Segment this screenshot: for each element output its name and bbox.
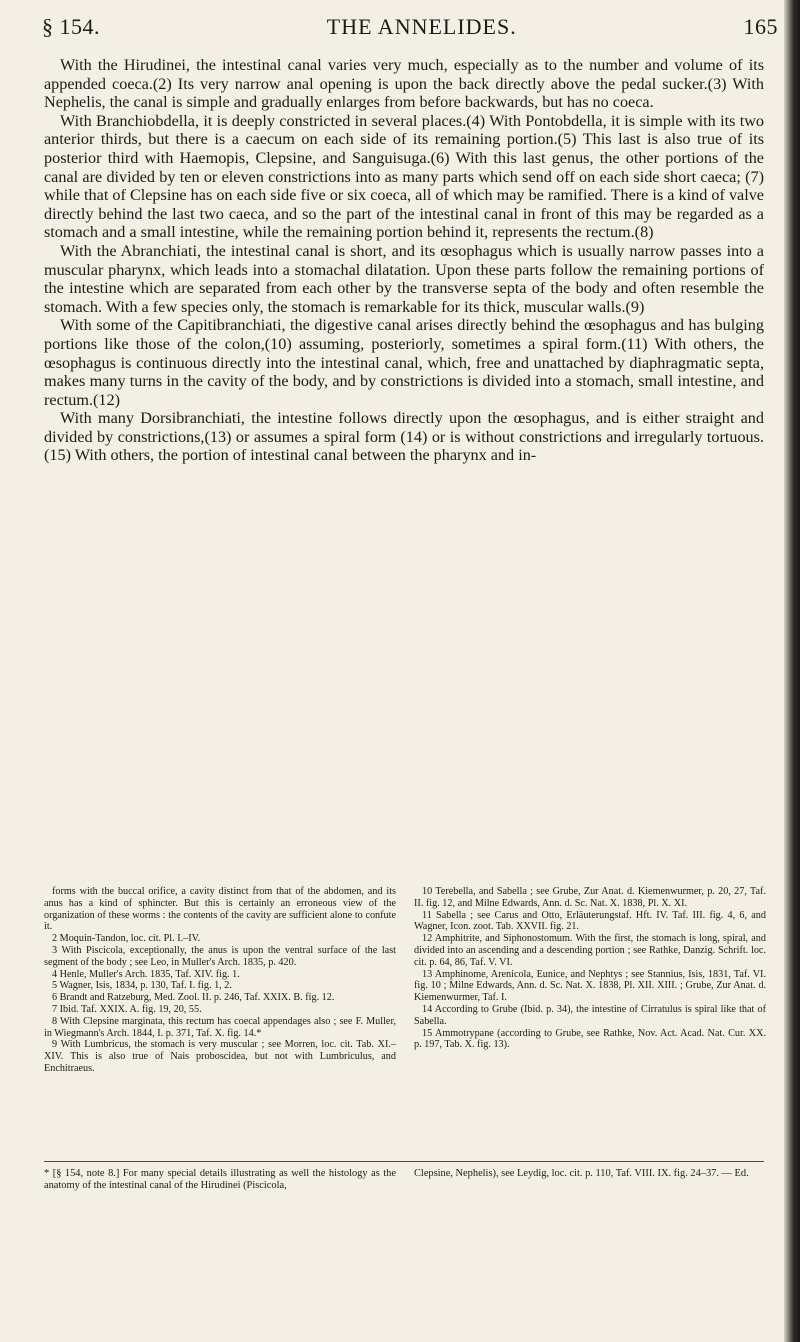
footnote: 12 Amphitrite, and Siphonostomum. With the first, the stomach is long, spiral, and divided into an ascending and a descending portion ; see Rathke, Danzig. Schrift. loc. cit. p. 64, 86, Taf. V. VI.: [414, 933, 766, 968]
editor-note-left: * [§ 154, note 8.] For many special details illustrating as well the histology as the anatomy of the intestinal canal of the Hirudinei (Piscicola,: [44, 1168, 396, 1191]
footnotes-right-column: [414, 886, 766, 1075]
footnote: 3 With Piscicola, exceptionally, the anus is upon the ventral surface of the last segment of the body ; see Leo, in Muller's Arch. 1835, p. 420.: [44, 944, 396, 968]
footnote: 9 With Lumbricus, the stomach is very muscular ; see Morren, loc. cit. Tab. XI.–XIV. This is also true of Nais proboscidea, but not with Lumbriculus, and Enchitraeus.: [44, 1039, 396, 1074]
section-number: § 154.: [42, 14, 100, 39]
running-header: [42, 14, 778, 44]
footnote: 6 Brandt and Ratzeburg, Med. Zool. II. p. 246, Taf. XXIX. B. fig. 12.: [52, 992, 335, 1004]
footnote: 2 Moquin-Tandon, loc. cit. Pl. I.–IV.: [52, 933, 201, 945]
paragraph: With many Dorsibranchiati, the intestine follows directly upon the œsophagus, and is either straight and divided by constrictions,(13) or assumes a spiral form (14) or is without constrictions and irregularly tortuous.(15) With others, the portion of intestinal canal between the pharynx and in-: [44, 409, 764, 465]
footnote: 7 Ibid. Taf. XXIX. A. fig. 19, 20, 55.: [52, 1003, 202, 1015]
paragraph: With the Abranchiati, the intestinal canal is short, and its œsophagus which is usually narrow passes into a muscular pharynx, which leads into a stomachal dilatation. Upon these parts follow the remaining portions of the intestine which are separated from each other by the transverse septa of the body and often resemble the stomach. With a few species only, the stomach is remarkable for its thick, muscular walls.(9): [44, 241, 764, 316]
page-number: 165: [743, 14, 778, 39]
footnote: 8 With Clepsine marginata, this rectum has coecal appendages also ; see F. Muller, in Wiegmann's Arch. 1844, I. p. 371, Taf. X. fig. 14.*: [44, 1015, 396, 1039]
paragraph: With the Hirudinei, the intestinal canal varies very much, especially as to the number and volume of its appended coeca.(2) Its very narrow anal opening is upon the back directly above the pedal sucker.(3) With Nephelis, the canal is simple and gradually enlarges from before backwards, but has no coeca.: [44, 56, 764, 112]
footnote: 4 Henle, Muller's Arch. 1835, Taf. XIV. fig. 1.: [52, 968, 240, 980]
footnote: 11 Sabella ; see Carus and Otto, Erläuterungstaf. Hft. IV. Taf. III. fig. 4, 6, and Wagner, Icon. zoot. Tab. XXVII. fig. 21.: [414, 909, 766, 933]
main-text: [44, 56, 764, 465]
footnotes-left-column: [44, 886, 396, 1075]
editor-note-right: Clepsine, Nephelis), see Leydig, loc. cit. p. 110, Taf. VIII. IX. fig. 24–37. — Ed.: [414, 1168, 749, 1179]
editor-note-divider: [44, 1161, 764, 1162]
footnote: forms with the buccal orifice, a cavity distinct from that of the abdomen, and its anus has a kind of sphincter. But this is certainly an erroneous view of the organization of these worms : the contents of the cavity are sufficient alone to confute it.: [44, 886, 396, 933]
footnote: 13 Amphinome, Arenicola, Eunice, and Nephtys ; see Stannius, Isis, 1831, Taf. VI. fig. 10 ; Milne Edwards, Ann. d. Sc. Nat. X. 1838, Pl. XII. XIII. ; Grube, Zur Anat. d. Kiemenwurmer, Taf. I.: [414, 968, 766, 1004]
paragraph: With Branchiobdella, it is deeply constricted in several places.(4) With Pontobdella, it is simple with its two anterior thirds, but there is a caecum on each side of its remaining portion.(5) This last is also true of its posterior third with Haemopis, Clepsine, and Sanguisuga.(6) With this last genus, the other portions of the canal are divided by ten or eleven constrictions into as many parts which send off on each side short caeca; (7) while that of Clepsine has on each side five or six coeca, all of which may be ramified. There is a kind of valve directly behind the last two caeca, and so the part of the intestinal canal in front of this may be regarded as a stomach and a small intestine, while the remaining portion behind it, represents the rectum.(8): [44, 111, 764, 242]
editor-notes: [44, 1168, 766, 1192]
footnotes: [44, 886, 766, 1075]
footnote: 10 Terebella, and Sabella ; see Grube, Zur Anat. d. Kiemenwurmer, p. 20, 27, Taf. II. fig. 12, and Milne Edwards, Ann. d. Sc. Nat. X. 1838, Pl. X. XI.: [414, 886, 766, 909]
footnote: 15 Ammotrypane (according to Grube, see Rathke, Nov. Act. Acad. Nat. Cur. XX. p. 197, Tab. X. fig. 13).: [414, 1027, 766, 1051]
footnote: 5 Wagner, Isis, 1834, p. 130, Taf. I. fig. 1, 2.: [52, 980, 232, 992]
running-title: THE ANNELIDES.: [326, 14, 517, 39]
paragraph: With some of the Capitibranchiati, the digestive canal arises directly behind the œsophagus and has bulging portions like those of the colon,(10) assuming, posteriorly, sometimes a spiral form.(11) With others, the œsophagus is continuous directly into the intestinal canal, which, free and unattached by diaphragmatic septa, makes many turns in the cavity of the body, and by constrictions is divided into a stomach, small intestine, and rectum.(12): [44, 316, 764, 409]
page-binding-edge: [784, 0, 800, 1342]
footnote: 14 According to Grube (Ibid. p. 34), the intestine of Cirratulus is spiral like that of Sabella.: [414, 1003, 766, 1027]
